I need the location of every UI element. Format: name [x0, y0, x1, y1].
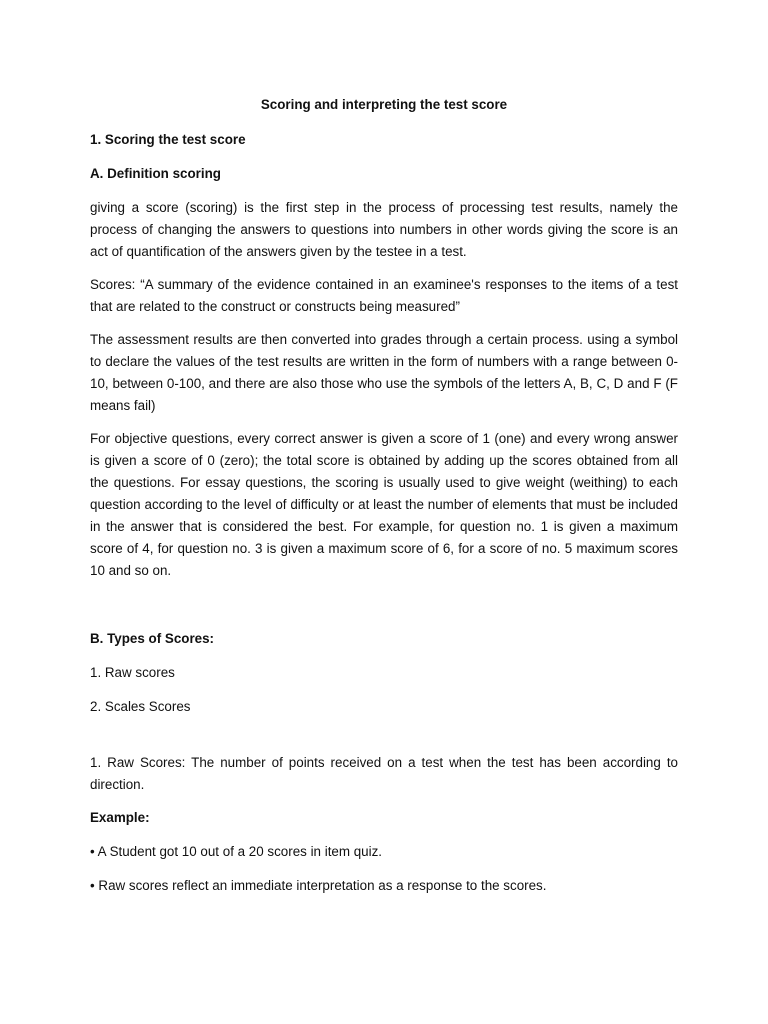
section-heading-scoring: 1. Scoring the test score — [90, 132, 246, 147]
list-item-raw-scores: 1. Raw scores — [90, 665, 175, 680]
paragraph-raw-scores-definition: 1. Raw Scores: The number of points received on a test when the test has been according to direction. — [90, 755, 678, 792]
document-body — [90, 94, 678, 909]
paragraph-definition: giving a score (scoring) is the first step in the process of processing test results, namely the process of changing the answers to questions into numbers in other words giving the score is an act of quantification of the answers given by the testee in a test. — [90, 200, 678, 259]
paragraph-objective-questions: For objective questions, every correct answer is given a score of 1 (one) and every wrong answer is given a score of 0 (zero); the total score is obtained by adding up the scores obtained from all the questions. For essay questions, the scoring is usually used to give weight (weithing) to each question according to the level of difficulty or at least the number of elements that must be included in the answer that is considered the best. For example, for question no. 1 is given a maximum score of 4, for question no. 3 is given a maximum score of 6, for a score of no. 5 maximum scores 10 and so on. — [90, 431, 678, 578]
paragraph-assessment: The assessment results are then converted into grades through a certain process. using a symbol to declare the values of the test results are written in the form of numbers with a range between 0-10, between 0-100, and there are also those who use the symbols of the letters A, B, C, D and F (F means fail) — [90, 332, 678, 413]
list-item-scales-scores: 2. Scales Scores — [90, 699, 191, 714]
subsection-heading-types: B. Types of Scores: — [90, 631, 215, 646]
bullet-item: • Raw scores reflect an immediate interpretation as a response to the scores. — [90, 878, 547, 893]
subsection-heading-definition: A. Definition scoring — [90, 166, 221, 181]
bullet-item: • A Student got 10 out of a 20 scores in item quiz. — [90, 844, 383, 859]
document-title: Scoring and interpreting the test score — [260, 97, 508, 112]
paragraph-scores-quote: Scores: “A summary of the evidence contained in an examinee's responses to the items of a test that are related to the construct or constructs being measured” — [90, 277, 678, 314]
example-heading: Example: — [90, 810, 150, 825]
